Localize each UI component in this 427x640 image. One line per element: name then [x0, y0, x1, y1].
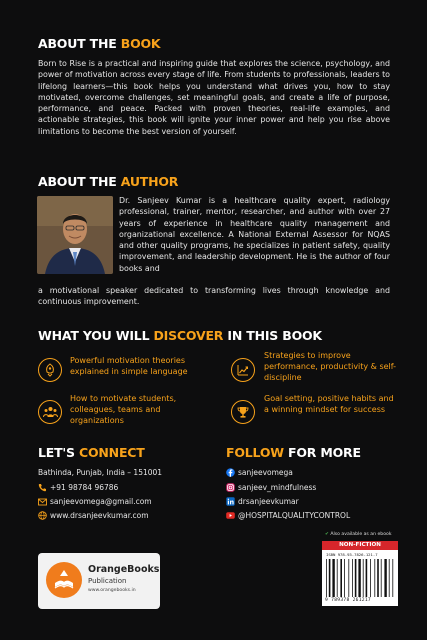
discover-heading-suffix: IN THIS BOOK — [223, 328, 322, 343]
discover-heading — [38, 328, 322, 343]
follow-heading-highlight: FOLLOW — [226, 445, 284, 460]
linkedin-handle[interactable]: drsanjeevkumar — [238, 497, 299, 506]
publisher-name: OrangeBooks — [88, 564, 160, 575]
about-author-text: Dr. Sanjeev Kumar is a healthcare quality expert, radiology professional, trainer, mentor, researcher, and author with over 27 years of experience in healthcare quality management and organizational excellence. A National External Assessor for NQAS and other quality programs, he specializes in patient safety, quality improvement, and leadership development. He is the author of four books and — [119, 196, 390, 273]
ebook-check-icon: ✔ — [325, 532, 329, 537]
location-text: Bathinda, Punjab, India – 151001 — [38, 468, 163, 477]
facebook-icon — [226, 468, 235, 477]
publisher-subtitle: Publication — [88, 577, 127, 585]
about-book-heading-prefix: ABOUT THE — [38, 36, 121, 51]
connect-heading-highlight: CONNECT — [79, 445, 145, 460]
isbn-text: ISBN 978-93-7826-121-7 — [326, 552, 378, 557]
phone-text[interactable]: +91 98784 96786 — [50, 483, 119, 492]
barcode-box — [322, 541, 398, 606]
email-icon — [38, 497, 47, 506]
rocket-icon — [38, 358, 62, 382]
barcode-bars — [325, 559, 395, 597]
discover-heading-highlight: DISCOVER — [153, 328, 224, 343]
phone-icon — [38, 483, 47, 492]
discover-item-1: Powerful motivation theories explained in simple language — [70, 356, 188, 376]
discover-item-4: Goal setting, positive habits and a winning mindset for success — [264, 394, 394, 414]
youtube-icon — [226, 511, 235, 520]
youtube-handle[interactable]: @HOSPITALQUALITYCONTROL — [238, 511, 351, 520]
about-book-heading-highlight: BOOK — [120, 36, 161, 51]
about-author-heading — [38, 174, 178, 189]
follow-heading-suffix: FOR MORE — [283, 445, 361, 460]
connect-heading — [38, 445, 145, 460]
facebook-handle[interactable]: sanjeevomega — [238, 468, 293, 477]
growth-chart-icon — [231, 358, 255, 382]
linkedin-icon — [226, 497, 235, 506]
instagram-handle[interactable]: sanjeev_mindfulness — [238, 483, 317, 492]
publisher-url: www.orangebooks.in — [88, 588, 136, 593]
ebook-note-text: Also available as an ebook — [330, 532, 392, 537]
about-author-heading-prefix: ABOUT THE — [38, 174, 121, 189]
discover-item-3: How to motivate students, colleagues, teams and organizations — [70, 394, 177, 425]
follow-heading — [226, 445, 361, 460]
publisher-logo — [38, 553, 160, 609]
website-text[interactable]: www.drsanjeevkumar.com — [50, 511, 149, 520]
genre-label: NON-FICTION — [322, 541, 398, 550]
discover-heading-prefix: WHAT YOU WILL — [38, 328, 154, 343]
connect-heading-prefix: LET'S — [38, 445, 80, 460]
discover-item-2: Strategies to improve performance, productivity & self-discipline — [264, 351, 397, 382]
author-photo — [37, 196, 113, 274]
team-icon — [38, 400, 62, 424]
trophy-icon — [231, 400, 255, 424]
orangebooks-logo-icon — [46, 562, 82, 598]
about-book-heading — [38, 36, 160, 51]
about-author-heading-highlight: AUTHOR — [120, 174, 179, 189]
instagram-icon — [226, 483, 235, 492]
ebook-availability-note — [325, 532, 392, 537]
about-author-text-continued: a motivational speaker dedicated to transforming lives through knowledge and continuous improvement. — [38, 286, 390, 307]
email-text[interactable]: sanjeevomega@gmail.com — [50, 497, 152, 506]
globe-icon — [38, 511, 47, 520]
about-book-text: Born to Rise is a practical and inspiring guide that explores the science, psychology, and power of motivation across every stage of life. From students to professionals, leaders to lifelong learners—this book helps you understand what drives you, how to stay motivated, overcome challenges, set meaningful goals, and create a life of purpose, performance, and peace. Packed with proven theories, real-life examples, and actionable strategies, this book will ignite your inner power and help you rise above limitations to become the best version of yourself. — [38, 59, 390, 136]
barcode-digits: 9 789378 261217 — [325, 598, 371, 603]
